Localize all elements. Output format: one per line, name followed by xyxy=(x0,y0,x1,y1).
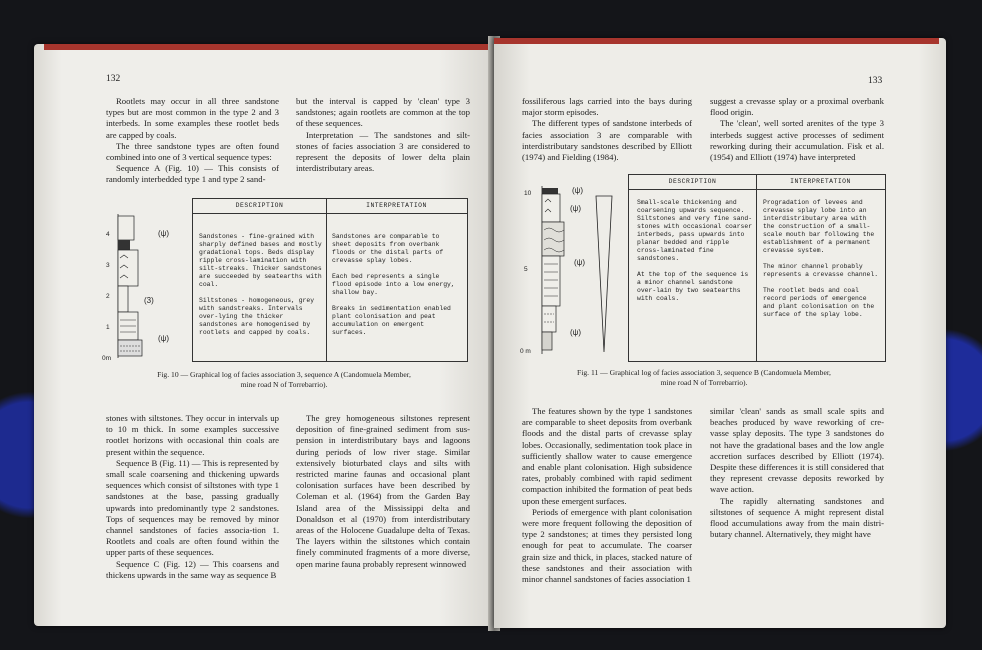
caption-line: mine road N of Torrebarrio). xyxy=(660,377,748,387)
scale-label: 0 m xyxy=(520,348,531,355)
paragraph: but the interval is capped by 'clean' type 3 sandstones; again rootlets are common at the top of these sequences. xyxy=(296,96,470,129)
interpretation-text: Progradation of levees and crevasse splay lobe into an interdistributary area with the construction of a small-scale mouth bar following the establishment of a permanent crevasse system. The minor channel probably represents a crevasse channel. The rootlet beds and coal record periods of emergence and plant colonisation on the surface of the splay lobe. xyxy=(763,199,879,318)
description-header: DESCRIPTION xyxy=(629,175,756,190)
paragraph: The different types of sandstone interbeds of facies association 3 are comparable with interdistributary sandstones described by Elliott (1974) and Fielding (1984). xyxy=(522,118,692,163)
paragraph: Sequence C (Fig. 12) — This coarsens and thickens upwards in the same way as sequence B xyxy=(106,558,279,580)
figure-11-caption xyxy=(554,368,854,387)
scale-label: 3 xyxy=(106,262,110,269)
left-col2-top xyxy=(296,96,470,174)
scale-label: 0m xyxy=(102,355,112,362)
figure-10-table xyxy=(192,198,468,362)
right-col2-top xyxy=(710,96,884,163)
rootlet-symbol: (ψ) xyxy=(570,328,582,337)
paragraph: The features shown by the type 1 sandstones are comparable to sheet deposits from overbank floods and the distal parts of crevasse splay lobes. Occasionally, sedimentation took place in sufficiently shallow water to cause emergence and enable plant colonisation. High subsidence rates, probably combined with rapid sediment compaction inhibited the formation of peat beds upon these emergent surfaces. xyxy=(522,406,692,506)
right-page xyxy=(494,38,946,628)
caption-line: mine road N of Torrebarrio). xyxy=(240,379,328,389)
left-col1-top xyxy=(106,96,279,186)
scale-label: 5 xyxy=(524,266,528,273)
description-text: Small-scale thickening and coarsening upwards sequence. Siltstones and very fine sand-stones with occasional coarser interbeds, pass upwards into planar bedded and ripple cross-laminated fine sandstones. At the top of the sequence is a minor channel sandstone over-lain by two seatearths with coals. xyxy=(637,199,753,302)
paragraph: Periods of emergence with plant colonisation were more frequent following the deposition of type 2 sandstones; at times they persisted long enough for peat to accumulate. The coarser grain size and thick, in places, stacked nature of these sandstones and their association with minor channel sandstones of facies association 1 xyxy=(522,506,692,585)
grain-size-wedge xyxy=(594,194,614,354)
paragraph: The rapidly alternating sandstones and siltstones of sequence A might represent distal flood accumulations away from the main distri-butary channel. Alternatively, they might have xyxy=(710,495,884,540)
paragraph: The three sandstone types are often found combined into one of 3 vertical sequence types: xyxy=(106,140,279,163)
paragraph: suggest a crevasse splay or a proximal overbank flood origin. xyxy=(710,96,884,118)
paragraph: Interpretation — The sandstones and silt-stones of facies association 3 are considered to represent the deposits of lower delta plain interdistributary areas. xyxy=(296,129,470,174)
scale-label: 1 xyxy=(106,324,110,331)
description-header: DESCRIPTION xyxy=(193,199,326,214)
caption-line: Fig. 11 — Graphical log of facies association 3, sequence B (Candomuela Member, xyxy=(577,368,831,377)
right-col1-bottom xyxy=(522,406,692,585)
page-edge-top xyxy=(44,44,489,50)
paragraph: The 'clean', well sorted arenites of the type 3 interbeds suggest active processes of sediment reworking during their accumulation. Fisk et al. (1954) and Elliott (1974) have interpreted xyxy=(710,118,884,163)
interpretation-text: Sandstones are comparable to sheet deposits from overbank floods or the distal parts of crevasse splay lobes. Each bed represents a single flood episode into a low energy, shallow bay. Breaks in sedimentation enabled plant colonisation and peat accumulation on emergent surfaces. xyxy=(332,233,455,336)
paragraph: fossiliferous lags carried into the bays during major storm episodes. xyxy=(522,96,692,118)
graphic-log xyxy=(112,210,154,362)
divider xyxy=(756,175,757,361)
graphic-log-svg xyxy=(112,210,154,362)
right-col2-bottom xyxy=(710,406,884,540)
figure-11-table xyxy=(628,174,886,362)
rootlet-symbol: (ψ) xyxy=(158,334,170,343)
interpretation-header: INTERPRETATION xyxy=(326,199,467,214)
page-number: 132 xyxy=(106,74,121,84)
figure-10-caption xyxy=(134,370,434,389)
paragraph: stones with siltstones. They occur in intervals up to 10 m thick. In some examples successive rootlet horizons with occasional thin coals are present within the sequence. xyxy=(106,413,279,457)
page-number: 133 xyxy=(868,76,883,86)
divider xyxy=(326,199,327,361)
right-col1-top xyxy=(522,96,692,163)
paragraph: The grey homogeneous siltstones represent deposition of fine-grained sediment from sus-pension in interdistributary bays and lagoons during periods of low river stage. Similar extensively bioturbated clays and silts with restricted marine faunas and occasional plant colonisation surfaces have been described by Coleman et al. (1964) from the Garden Bay Island area of the Mississippi delta and Donaldson et al (1970) from interdistributary areas of the Holocene Guadalupe delta of Texas. The layers within the siltstones which contain finely comminuted fragments of a more diverse, open marine fauna probably represent winnowed xyxy=(296,413,470,569)
paragraph: Sequence B (Fig. 11) — This is represented by small scale coarsening and thickening upwards sequences which consist of siltstones with type 1 sandstones at the base, passing gradually upwards into predominantly type 2 sandstones. Tops of sequences may be removed by minor channel sandstones of facies associa-tion 1. Rootlets and coals are often found within the upper parts of these sequences. xyxy=(106,457,279,558)
left-col2-bottom xyxy=(296,413,470,570)
left-page xyxy=(34,44,494,626)
rootlet-symbol: (ψ) xyxy=(158,229,170,238)
rootlet-symbol: (ψ) xyxy=(572,186,584,195)
interpretation-header: INTERPRETATION xyxy=(756,175,885,190)
bioturbation-symbol: (3) xyxy=(144,296,154,305)
description-text: Sandstones - fine-grained with sharply defined bases and mostly gradational tops. Beds display ripple cross-lamination with silt-streaks. Thicker sandstones are succeeded by seatearths with coal. Siltstones - homogeneous, grey with sandstreaks. Intervals over-lying the thicker sandstones are homogenised by rootlets and capped by coals. xyxy=(199,233,322,336)
scale-label: 4 xyxy=(106,231,110,238)
page-edge-top xyxy=(494,38,939,44)
paragraph: Rootlets may occur in all three sandstone types but are most common in the type 2 and 3 interbeds. In some examples these rootlet beds are capped by coals. xyxy=(106,96,279,140)
scale-label: 2 xyxy=(106,293,110,300)
paragraph: Sequence A (Fig. 10) — This consists of randomly interbedded type 1 and type 2 sand- xyxy=(106,163,279,185)
paragraph: similar 'clean' sands as small scale spits and beaches produced by wave reworking of cre-vasse splay deposits. The type 3 sandstones do not have the gradational bases and the low angle accretion surfaces described by Elliott (1974). Despite these differences it is still considered that they represent crevasse deposits reworked by wave action. xyxy=(710,406,884,495)
rootlet-symbol: (ψ) xyxy=(570,204,582,213)
scale-label: 10 xyxy=(524,190,532,197)
left-col1-bottom xyxy=(106,413,279,581)
caption-line: Fig. 10 — Graphical log of facies association 3, sequence A (Candomuela Member, xyxy=(157,370,411,379)
rootlet-symbol: (ψ) xyxy=(574,258,586,267)
